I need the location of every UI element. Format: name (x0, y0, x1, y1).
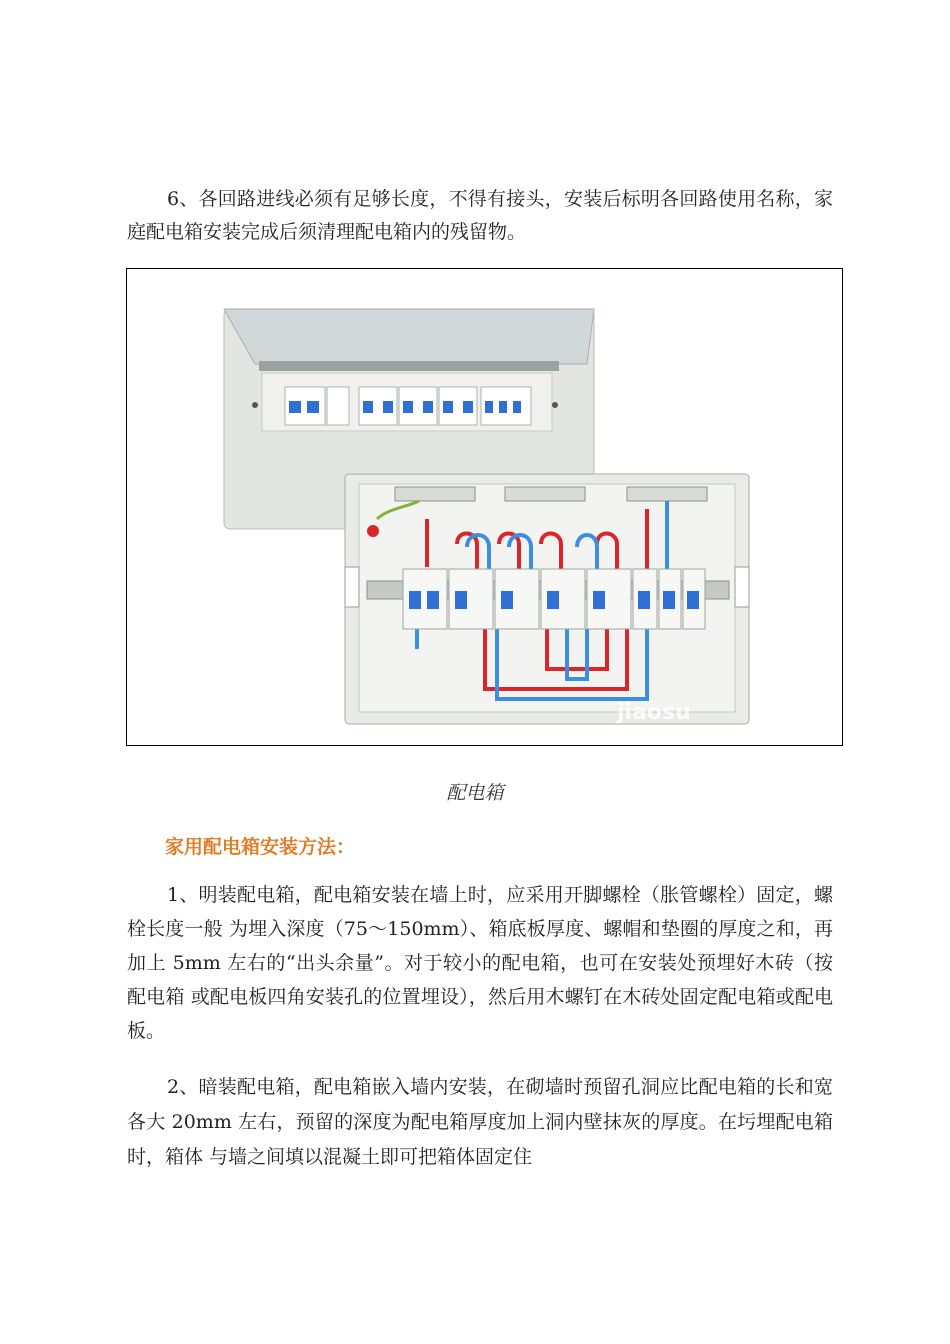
paragraph-item-2: 2、暗装配电箱，配电箱嵌入墙内安装，在砌墙时预留孔洞应比配电箱的长和宽各大 20mm 左右，预留的深度为配电箱厚度加上洞内壁抹灰的厚度。在圬埋配电箱时，箱体 与墙之间填以混凝土即可把箱体固定住 (127, 1076, 833, 1168)
distribution-box-illustration (127, 269, 843, 746)
open-distribution-box (345, 474, 749, 725)
paragraph-item-6: 6、各回路进线必须有足够长度，不得有接头，安装后标明各回路使用名称，家庭配电箱安装完成后须清理配电箱内的残留物。 (127, 188, 833, 243)
watermark-text: jiaosu (617, 700, 691, 725)
section-heading: 家用配电箱安装方法： (165, 836, 356, 858)
figure-caption: 配电箱 (446, 782, 504, 804)
distribution-box-photo (126, 268, 843, 746)
paragraph-item-1: 1、明装配电箱，配电箱安装在墙上时，应采用开脚螺栓（胀管螺栓）固定，螺栓长度一般 为埋入深度（75～150mm）、箱底板厚度、螺帽和垫圈的厚度之和，再加上 5mm 左右的“出头余量”。对于较小的配电箱，也可在安装处预埋好木砖（按配电箱 或配电板四角安装孔的位置埋设），然后用木螺钉在木砖处固定配电箱或配电板。 (127, 884, 833, 1042)
